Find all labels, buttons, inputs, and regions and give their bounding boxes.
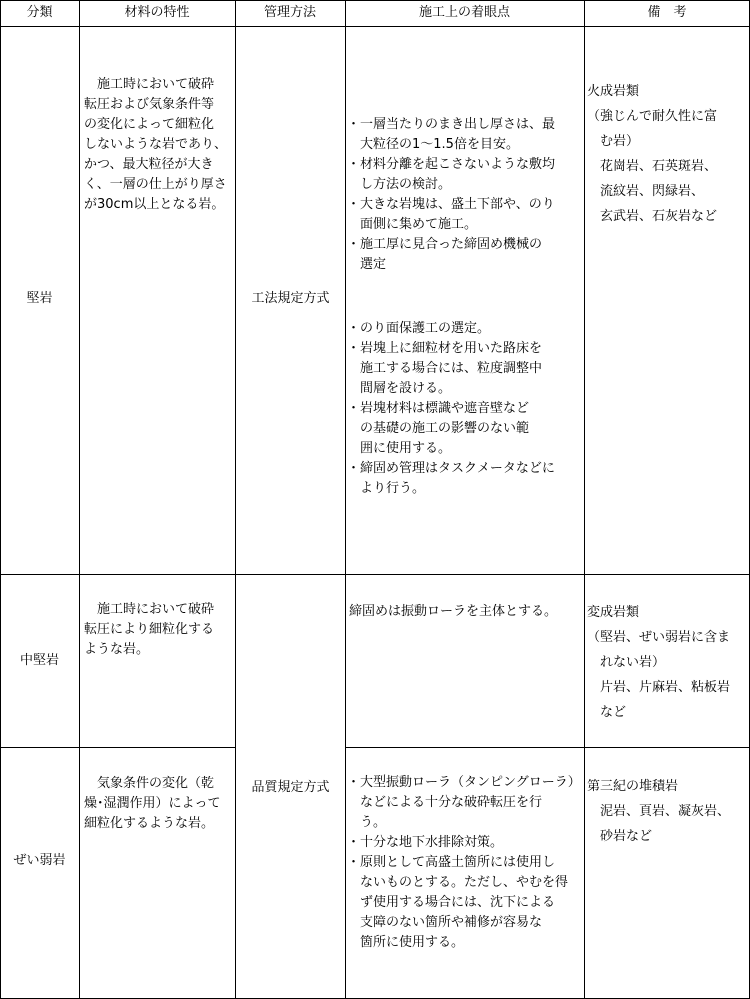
- points-weak-line: ・大型振動ローラ（タンピングローラ）: [347, 775, 581, 790]
- row-divider-medium-weak-right: [345, 747, 750, 748]
- remarks-hard-line: 火成岩類: [587, 84, 640, 99]
- material-medium-line: 施工時において破砕: [84, 602, 215, 617]
- points-hard-line: 大粒径の1〜1.5倍を目安。: [347, 137, 519, 152]
- points-weak-line: う。: [347, 815, 387, 830]
- material-weak-line: 燥･湿潤作用）によって: [84, 796, 221, 811]
- col-divider-3: [345, 0, 346, 999]
- material-medium-line: 転圧により細粒化する: [84, 622, 215, 637]
- material-medium: [84, 600, 214, 660]
- points-weak-line: ず使用する場合には、沈下による: [347, 895, 556, 910]
- remarks-weak: [587, 774, 730, 849]
- material-medium-line: ような岩。: [84, 642, 150, 657]
- points-weak-line: 支障のない箇所や補修が容易な: [347, 915, 543, 930]
- material-weak-line: 細粒化するような岩。: [84, 816, 215, 831]
- col-divider-2: [235, 0, 236, 999]
- material-hard-line: かつ、最大粒径が大き: [84, 157, 214, 172]
- material-hard: [84, 75, 227, 215]
- points-hard-line: ・材料分離を起こさないような敷均: [347, 157, 556, 172]
- points-hard-line: 間層を設ける。: [347, 381, 452, 396]
- remarks-medium-line: 変成岩類: [587, 605, 640, 620]
- category-weak: ぜい弱岩: [13, 853, 66, 868]
- remarks-medium-line: など: [587, 705, 627, 720]
- points-hard-line: ・一層当たりのまき出し厚さは、最: [347, 117, 556, 132]
- remarks-weak-line: 泥岩、頁岩、凝灰岩、: [587, 804, 731, 819]
- remarks-hard-line: 玄武岩、石灰岩など: [587, 209, 718, 224]
- points-hard-line: より行う。: [347, 481, 426, 496]
- row-divider-medium-weak-left: [0, 747, 236, 748]
- table-border-left: [0, 0, 1, 999]
- remarks-hard-line: 流紋岩、閃緑岩、: [587, 184, 705, 199]
- remarks-medium-line: （堅岩、ぜい弱岩に含ま: [587, 630, 731, 645]
- management-quality: 品質規定方式: [251, 780, 330, 795]
- material-hard-line: 転圧および気象条件等: [84, 97, 215, 112]
- col-divider-1: [79, 0, 80, 999]
- header-category: 分類: [26, 5, 53, 20]
- points-hard-line: ・のり面保護工の選定。: [347, 321, 491, 336]
- remarks-medium-line: れない岩）: [587, 655, 666, 670]
- material-weak: [84, 774, 221, 834]
- remarks-hard-line: む岩）: [587, 134, 640, 149]
- material-hard-line: 施工時において破砕: [84, 77, 215, 92]
- points-hard-line: ・岩塊材料は標識や遮音壁など: [347, 401, 530, 416]
- material-hard-line: しないような岩であり、: [84, 137, 228, 152]
- points-hard-b: [347, 319, 555, 499]
- row-divider-hard-medium: [0, 574, 750, 575]
- points-weak-line: ないものとする。ただし、やむを得: [347, 875, 569, 890]
- points-hard-line: の基礎の施工の影響のない範: [347, 421, 530, 436]
- points-medium: 締固めは振動ローラを主体とする。: [349, 604, 558, 619]
- points-hard-line: ・締固め管理はタスクメータなどに: [347, 461, 555, 476]
- material-hard-line: が30cm以上となる岩。: [84, 197, 225, 212]
- remarks-weak-line: 砂岩など: [587, 829, 653, 844]
- category-hard: 堅岩: [26, 291, 53, 306]
- points-hard-a: [347, 115, 555, 275]
- header-material: 材料の特性: [124, 5, 190, 20]
- points-hard-line: ・大きな岩塊は、盛土下部や、のり: [347, 197, 555, 212]
- points-hard-line: 面側に集めて施工。: [347, 217, 478, 232]
- points-hard-line: 選定: [347, 257, 387, 272]
- material-weak-line: 気象条件の変化（乾: [84, 776, 215, 791]
- remarks-medium-line: 片岩、片麻岩、粘板岩: [587, 680, 731, 695]
- points-weak-line: 箇所に使用する。: [347, 935, 465, 950]
- material-hard-line: の変化によって細粒化: [84, 117, 215, 132]
- management-construction: 工法規定方式: [251, 291, 330, 306]
- remarks-hard-line: 花崗岩、石英斑岩、: [587, 159, 718, 174]
- points-weak: [347, 773, 581, 953]
- points-hard-line: し方法の検討。: [347, 177, 452, 192]
- points-hard-line: ・施工厚に見合った締固め機械の: [347, 237, 543, 252]
- col-divider-4: [584, 0, 585, 999]
- points-hard-line: ・岩塊上に細粒材を用いた路床を: [347, 341, 543, 356]
- material-hard-line: く、一層の仕上がり厚さ: [84, 177, 227, 192]
- header-remarks: 備 考: [647, 5, 687, 20]
- remarks-hard: [587, 79, 717, 229]
- points-hard-line: 囲に使用する。: [347, 441, 452, 456]
- header-points: 施工上の着眼点: [418, 5, 510, 20]
- category-medium: 中堅岩: [19, 653, 59, 668]
- header-divider: [0, 26, 750, 27]
- points-weak-line: ・十分な地下水排除対策。: [347, 835, 504, 850]
- header-management: 管理方法: [263, 5, 316, 20]
- points-weak-line: ・原則として高盛土箇所には使用し: [347, 855, 556, 870]
- remarks-weak-line: 第三紀の堆積岩: [587, 779, 679, 794]
- remarks-medium: [587, 600, 730, 725]
- remarks-hard-line: （強じんで耐久性に富: [587, 109, 718, 124]
- points-hard-line: 施工する場合には、粒度調整中: [347, 361, 543, 376]
- points-weak-line: などによる十分な破砕転圧を行: [347, 795, 543, 810]
